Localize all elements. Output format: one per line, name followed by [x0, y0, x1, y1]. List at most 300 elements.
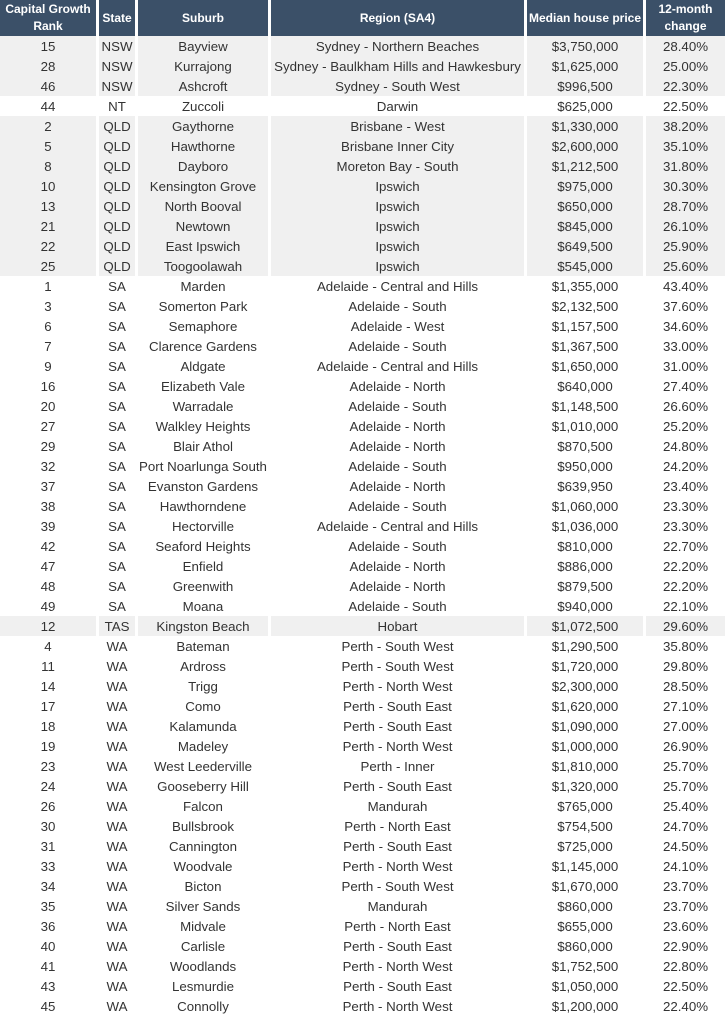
cell-change: 25.20%	[646, 416, 725, 436]
cell-price: $860,000	[527, 936, 646, 956]
cell-change: 30.30%	[646, 176, 725, 196]
cell-region: Perth - South West	[271, 636, 527, 656]
cell-change: 22.20%	[646, 576, 725, 596]
cell-state: WA	[99, 716, 138, 736]
cell-region: Adelaide - North	[271, 476, 527, 496]
cell-price: $1,000,000	[527, 736, 646, 756]
table-row	[0, 956, 725, 976]
cell-rank: 30	[0, 816, 99, 836]
cell-region: Brisbane - West	[271, 116, 527, 136]
cell-region: Ipswich	[271, 176, 527, 196]
cell-price: $649,500	[527, 236, 646, 256]
cell-price: $1,200,000	[527, 996, 646, 1016]
cell-price: $545,000	[527, 256, 646, 276]
cell-suburb: Lesmurdie	[138, 976, 271, 996]
cell-change: 28.50%	[646, 676, 725, 696]
cell-suburb: Hawthorne	[138, 136, 271, 156]
cell-region: Perth - North East	[271, 916, 527, 936]
cell-state: WA	[99, 976, 138, 996]
cell-change: 23.60%	[646, 916, 725, 936]
cell-rank: 6	[0, 316, 99, 336]
cell-suburb: North Booval	[138, 196, 271, 216]
cell-region: Adelaide - West	[271, 316, 527, 336]
cell-suburb: Kingston Beach	[138, 616, 271, 636]
cell-suburb: Gooseberry Hill	[138, 776, 271, 796]
cell-change: 26.60%	[646, 396, 725, 416]
cell-change: 22.90%	[646, 936, 725, 956]
cell-price: $1,036,000	[527, 516, 646, 536]
cell-rank: 2	[0, 116, 99, 136]
cell-suburb: Woodvale	[138, 856, 271, 876]
cell-state: WA	[99, 776, 138, 796]
table-row	[0, 716, 725, 736]
cell-region: Perth - South East	[271, 716, 527, 736]
table-row	[0, 456, 725, 476]
cell-suburb: Kensington Grove	[138, 176, 271, 196]
cell-change: 24.80%	[646, 436, 725, 456]
cell-price: $810,000	[527, 536, 646, 556]
cell-suburb: Como	[138, 696, 271, 716]
cell-region: Perth - South East	[271, 936, 527, 956]
cell-region: Sydney - Northern Beaches	[271, 36, 527, 56]
cell-rank: 27	[0, 416, 99, 436]
cell-state: WA	[99, 896, 138, 916]
table-row	[0, 756, 725, 776]
cell-rank: 5	[0, 136, 99, 156]
cell-region: Perth - South East	[271, 836, 527, 856]
cell-suburb: Enfield	[138, 556, 271, 576]
cell-price: $1,010,000	[527, 416, 646, 436]
cell-change: 22.80%	[646, 956, 725, 976]
cell-region: Adelaide - South	[271, 496, 527, 516]
cell-suburb: Greenwith	[138, 576, 271, 596]
cell-price: $655,000	[527, 916, 646, 936]
table-row	[0, 256, 725, 276]
cell-rank: 45	[0, 996, 99, 1016]
cell-rank: 48	[0, 576, 99, 596]
table-row	[0, 236, 725, 256]
cell-suburb: West Leederville	[138, 756, 271, 776]
cell-suburb: Walkley Heights	[138, 416, 271, 436]
cell-rank: 7	[0, 336, 99, 356]
cell-price: $3,750,000	[527, 36, 646, 56]
cell-state: QLD	[99, 196, 138, 216]
cell-state: WA	[99, 736, 138, 756]
table-row	[0, 516, 725, 536]
cell-rank: 3	[0, 296, 99, 316]
cell-region: Perth - North West	[271, 856, 527, 876]
cell-region: Ipswich	[271, 236, 527, 256]
table-row	[0, 116, 725, 136]
cell-price: $1,212,500	[527, 156, 646, 176]
table-row	[0, 976, 725, 996]
cell-region: Mandurah	[271, 896, 527, 916]
cell-rank: 42	[0, 536, 99, 556]
table-row	[0, 76, 725, 96]
cell-change: 27.00%	[646, 716, 725, 736]
table-row	[0, 776, 725, 796]
cell-state: SA	[99, 476, 138, 496]
cell-change: 43.40%	[646, 276, 725, 296]
cell-change: 22.30%	[646, 76, 725, 96]
cell-suburb: Madeley	[138, 736, 271, 756]
cell-state: QLD	[99, 136, 138, 156]
cell-state: WA	[99, 936, 138, 956]
cell-suburb: Evanston Gardens	[138, 476, 271, 496]
cell-price: $1,148,500	[527, 396, 646, 416]
cell-state: QLD	[99, 236, 138, 256]
cell-price: $640,000	[527, 376, 646, 396]
table-row	[0, 576, 725, 596]
cell-region: Perth - South West	[271, 876, 527, 896]
header-price: Median house price	[527, 0, 646, 36]
table-row	[0, 916, 725, 936]
cell-rank: 32	[0, 456, 99, 476]
cell-rank: 38	[0, 496, 99, 516]
cell-suburb: Blair Athol	[138, 436, 271, 456]
cell-region: Adelaide - South	[271, 396, 527, 416]
cell-region: Moreton Bay - South	[271, 156, 527, 176]
cell-region: Sydney - Baulkham Hills and Hawkesbury	[271, 56, 527, 76]
table-body	[0, 36, 725, 1016]
cell-change: 27.10%	[646, 696, 725, 716]
cell-price: $1,320,000	[527, 776, 646, 796]
cell-change: 35.10%	[646, 136, 725, 156]
cell-suburb: Bayview	[138, 36, 271, 56]
table-row	[0, 176, 725, 196]
cell-state: SA	[99, 496, 138, 516]
cell-region: Ipswich	[271, 196, 527, 216]
cell-region: Mandurah	[271, 796, 527, 816]
cell-suburb: Newtown	[138, 216, 271, 236]
cell-rank: 18	[0, 716, 99, 736]
cell-price: $2,300,000	[527, 676, 646, 696]
cell-price: $1,620,000	[527, 696, 646, 716]
cell-region: Perth - North West	[271, 956, 527, 976]
table-row	[0, 416, 725, 436]
cell-suburb: Ardross	[138, 656, 271, 676]
cell-suburb: Hawthorndene	[138, 496, 271, 516]
cell-rank: 39	[0, 516, 99, 536]
cell-suburb: Trigg	[138, 676, 271, 696]
cell-state: SA	[99, 436, 138, 456]
cell-state: NT	[99, 96, 138, 116]
cell-price: $1,060,000	[527, 496, 646, 516]
table-row	[0, 796, 725, 816]
cell-change: 26.90%	[646, 736, 725, 756]
cell-state: SA	[99, 276, 138, 296]
cell-state: SA	[99, 356, 138, 376]
cell-rank: 1	[0, 276, 99, 296]
cell-price: $2,132,500	[527, 296, 646, 316]
cell-change: 23.70%	[646, 896, 725, 916]
cell-rank: 31	[0, 836, 99, 856]
cell-region: Adelaide - North	[271, 416, 527, 436]
table-row	[0, 136, 725, 156]
cell-region: Adelaide - Central and Hills	[271, 356, 527, 376]
cell-rank: 47	[0, 556, 99, 576]
table-row	[0, 676, 725, 696]
table-row	[0, 856, 725, 876]
cell-change: 27.40%	[646, 376, 725, 396]
cell-rank: 34	[0, 876, 99, 896]
cell-suburb: Falcon	[138, 796, 271, 816]
cell-suburb: Carlisle	[138, 936, 271, 956]
table-row	[0, 936, 725, 956]
cell-price: $639,950	[527, 476, 646, 496]
cell-region: Adelaide - North	[271, 556, 527, 576]
cell-suburb: Cannington	[138, 836, 271, 856]
cell-suburb: Kurrajong	[138, 56, 271, 76]
table-row	[0, 816, 725, 836]
cell-rank: 26	[0, 796, 99, 816]
cell-change: 33.00%	[646, 336, 725, 356]
cell-state: WA	[99, 796, 138, 816]
cell-suburb: Bullsbrook	[138, 816, 271, 836]
cell-change: 26.10%	[646, 216, 725, 236]
cell-state: WA	[99, 956, 138, 976]
table-row	[0, 376, 725, 396]
cell-change: 38.20%	[646, 116, 725, 136]
cell-state: SA	[99, 536, 138, 556]
table-row	[0, 696, 725, 716]
cell-suburb: Semaphore	[138, 316, 271, 336]
cell-region: Ipswich	[271, 256, 527, 276]
cell-change: 23.30%	[646, 516, 725, 536]
cell-region: Adelaide - South	[271, 336, 527, 356]
cell-rank: 41	[0, 956, 99, 976]
cell-change: 37.60%	[646, 296, 725, 316]
cell-state: SA	[99, 296, 138, 316]
table-row	[0, 336, 725, 356]
cell-region: Adelaide - Central and Hills	[271, 276, 527, 296]
cell-region: Adelaide - North	[271, 576, 527, 596]
cell-change: 24.70%	[646, 816, 725, 836]
cell-state: QLD	[99, 176, 138, 196]
cell-state: NSW	[99, 56, 138, 76]
cell-change: 25.60%	[646, 256, 725, 276]
table-row	[0, 316, 725, 336]
table-row	[0, 436, 725, 456]
cell-rank: 29	[0, 436, 99, 456]
cell-price: $1,625,000	[527, 56, 646, 76]
cell-region: Perth - North West	[271, 996, 527, 1016]
cell-rank: 20	[0, 396, 99, 416]
cell-suburb: Woodlands	[138, 956, 271, 976]
cell-price: $650,000	[527, 196, 646, 216]
cell-change: 22.40%	[646, 996, 725, 1016]
cell-suburb: Bateman	[138, 636, 271, 656]
cell-suburb: Aldgate	[138, 356, 271, 376]
cell-suburb: East Ipswich	[138, 236, 271, 256]
cell-change: 35.80%	[646, 636, 725, 656]
cell-state: SA	[99, 396, 138, 416]
cell-rank: 12	[0, 616, 99, 636]
table-row	[0, 56, 725, 76]
cell-region: Adelaide - Central and Hills	[271, 516, 527, 536]
cell-price: $940,000	[527, 596, 646, 616]
cell-state: SA	[99, 336, 138, 356]
cell-suburb: Elizabeth Vale	[138, 376, 271, 396]
cell-price: $996,500	[527, 76, 646, 96]
cell-suburb: Zuccoli	[138, 96, 271, 116]
cell-state: WA	[99, 636, 138, 656]
cell-suburb: Moana	[138, 596, 271, 616]
cell-price: $1,670,000	[527, 876, 646, 896]
cell-state: QLD	[99, 256, 138, 276]
cell-state: WA	[99, 816, 138, 836]
cell-change: 29.80%	[646, 656, 725, 676]
cell-change: 28.70%	[646, 196, 725, 216]
table-row	[0, 616, 725, 636]
cell-state: QLD	[99, 116, 138, 136]
table-row	[0, 496, 725, 516]
cell-price: $1,145,000	[527, 856, 646, 876]
table-row	[0, 156, 725, 176]
cell-state: NSW	[99, 36, 138, 56]
cell-state: SA	[99, 516, 138, 536]
cell-price: $2,600,000	[527, 136, 646, 156]
cell-change: 31.80%	[646, 156, 725, 176]
cell-price: $886,000	[527, 556, 646, 576]
cell-region: Perth - South East	[271, 776, 527, 796]
cell-state: TAS	[99, 616, 138, 636]
cell-price: $1,810,000	[527, 756, 646, 776]
cell-price: $1,090,000	[527, 716, 646, 736]
cell-rank: 43	[0, 976, 99, 996]
cell-change: 22.70%	[646, 536, 725, 556]
table-row	[0, 596, 725, 616]
header-state: State	[99, 0, 138, 36]
cell-price: $1,157,500	[527, 316, 646, 336]
cell-change: 25.70%	[646, 756, 725, 776]
cell-rank: 35	[0, 896, 99, 916]
cell-price: $845,000	[527, 216, 646, 236]
cell-suburb: Connolly	[138, 996, 271, 1016]
table-row	[0, 296, 725, 316]
cell-price: $975,000	[527, 176, 646, 196]
cell-suburb: Marden	[138, 276, 271, 296]
cell-change: 25.90%	[646, 236, 725, 256]
cell-rank: 21	[0, 216, 99, 236]
cell-price: $625,000	[527, 96, 646, 116]
cell-suburb: Port Noarlunga South	[138, 456, 271, 476]
cell-state: NSW	[99, 76, 138, 96]
cell-price: $1,355,000	[527, 276, 646, 296]
cell-region: Hobart	[271, 616, 527, 636]
cell-region: Adelaide - South	[271, 456, 527, 476]
cell-rank: 49	[0, 596, 99, 616]
cell-suburb: Midvale	[138, 916, 271, 936]
cell-region: Adelaide - North	[271, 376, 527, 396]
cell-state: WA	[99, 836, 138, 856]
cell-region: Adelaide - South	[271, 596, 527, 616]
cell-change: 24.50%	[646, 836, 725, 856]
cell-price: $1,650,000	[527, 356, 646, 376]
cell-region: Darwin	[271, 96, 527, 116]
cell-change: 22.50%	[646, 96, 725, 116]
table-row	[0, 396, 725, 416]
cell-change: 23.30%	[646, 496, 725, 516]
cell-region: Adelaide - South	[271, 296, 527, 316]
table-row	[0, 656, 725, 676]
cell-rank: 17	[0, 696, 99, 716]
cell-change: 25.40%	[646, 796, 725, 816]
cell-change: 24.10%	[646, 856, 725, 876]
cell-region: Adelaide - North	[271, 436, 527, 456]
cell-rank: 37	[0, 476, 99, 496]
cell-state: SA	[99, 556, 138, 576]
cell-region: Perth - North West	[271, 736, 527, 756]
table-row	[0, 836, 725, 856]
cell-price: $754,500	[527, 816, 646, 836]
cell-region: Perth - South East	[271, 696, 527, 716]
table-row	[0, 196, 725, 216]
cell-rank: 14	[0, 676, 99, 696]
cell-price: $1,367,500	[527, 336, 646, 356]
cell-change: 29.60%	[646, 616, 725, 636]
table-row	[0, 276, 725, 296]
cell-state: SA	[99, 596, 138, 616]
cell-change: 22.10%	[646, 596, 725, 616]
cell-state: QLD	[99, 216, 138, 236]
cell-state: WA	[99, 876, 138, 896]
header-rank: Capital Growth Rank	[0, 0, 99, 36]
header-change: 12-month change	[646, 0, 725, 36]
cell-rank: 28	[0, 56, 99, 76]
table-row	[0, 476, 725, 496]
cell-change: 22.50%	[646, 976, 725, 996]
cell-change: 24.20%	[646, 456, 725, 476]
cell-rank: 13	[0, 196, 99, 216]
cell-suburb: Hectorville	[138, 516, 271, 536]
cell-state: SA	[99, 456, 138, 476]
table-row	[0, 96, 725, 116]
cell-rank: 25	[0, 256, 99, 276]
cell-state: WA	[99, 696, 138, 716]
cell-change: 25.70%	[646, 776, 725, 796]
cell-rank: 8	[0, 156, 99, 176]
cell-state: SA	[99, 576, 138, 596]
table-row	[0, 536, 725, 556]
cell-change: 23.70%	[646, 876, 725, 896]
cell-change: 22.20%	[646, 556, 725, 576]
cell-state: SA	[99, 316, 138, 336]
cell-region: Perth - South West	[271, 656, 527, 676]
cell-rank: 36	[0, 916, 99, 936]
cell-suburb: Bicton	[138, 876, 271, 896]
cell-price: $1,072,500	[527, 616, 646, 636]
cell-region: Perth - Inner	[271, 756, 527, 776]
cell-region: Perth - North East	[271, 816, 527, 836]
cell-change: 31.00%	[646, 356, 725, 376]
cell-suburb: Dayboro	[138, 156, 271, 176]
cell-price: $765,000	[527, 796, 646, 816]
table-row	[0, 736, 725, 756]
cell-price: $1,290,500	[527, 636, 646, 656]
cell-rank: 23	[0, 756, 99, 776]
cell-suburb: Ashcroft	[138, 76, 271, 96]
cell-suburb: Clarence Gardens	[138, 336, 271, 356]
cell-state: WA	[99, 656, 138, 676]
cell-region: Ipswich	[271, 216, 527, 236]
cell-region: Perth - South East	[271, 976, 527, 996]
cell-rank: 11	[0, 656, 99, 676]
cell-price: $870,500	[527, 436, 646, 456]
cell-suburb: Toogoolawah	[138, 256, 271, 276]
cell-rank: 15	[0, 36, 99, 56]
cell-state: QLD	[99, 156, 138, 176]
